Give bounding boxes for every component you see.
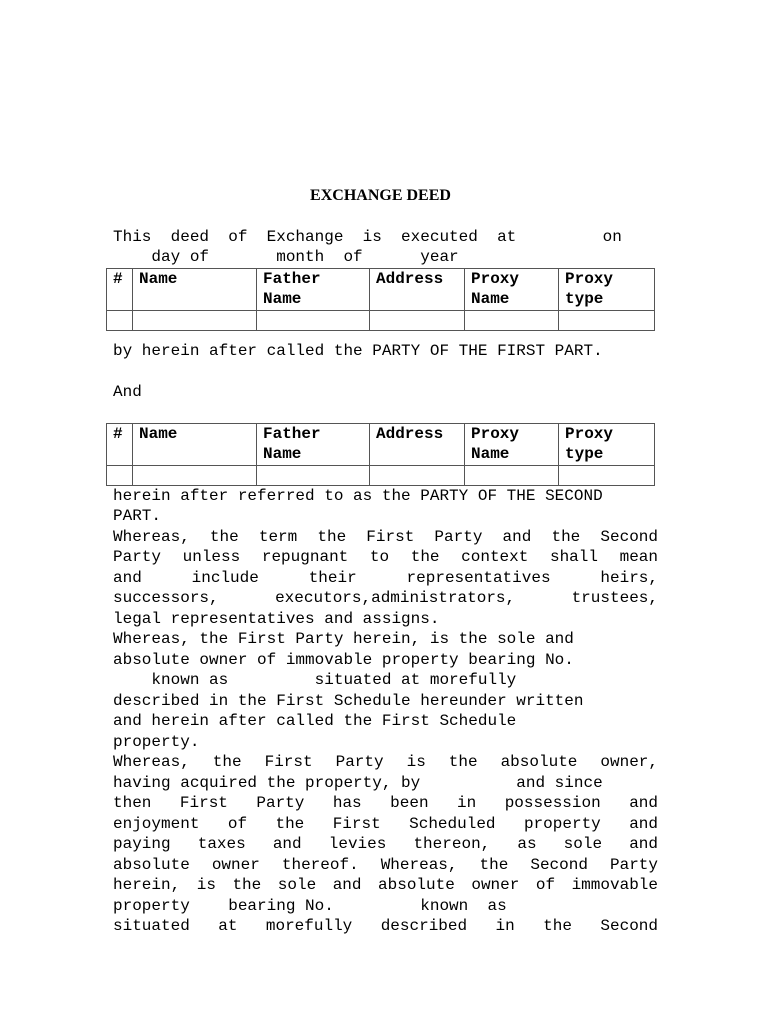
body-line: absolute owner thereof. Whereas, the Second Party [113, 855, 658, 874]
intro-line-1: This deed of Exchange is executed at on [113, 227, 622, 246]
header-address: Address [370, 268, 465, 310]
second-party-caption-1: herein after referred to as the PARTY OF THE SECOND [113, 486, 603, 505]
cell-father-name[interactable] [257, 310, 370, 330]
header-proxy-name: Proxy Name [465, 423, 559, 465]
cell-proxy-type[interactable] [559, 310, 655, 330]
intro-line-2: day of month of year [113, 248, 459, 266]
document-title: EXCHANGE DEED [310, 187, 451, 204]
header-proxy-name: Proxy Name [465, 268, 559, 310]
header-father-name: Father Name [257, 268, 370, 310]
document-page [113, 186, 658, 937]
body-line: described in the First Schedule hereunder written [113, 691, 584, 710]
table-header-row [107, 423, 655, 465]
body-line: Whereas, the First Party is the absolute owner, [113, 753, 658, 771]
spacer [113, 206, 658, 227]
spacer [113, 331, 658, 341]
first-party-caption: by herein after called the PARTY OF THE FIRST PART. [113, 341, 603, 360]
body-line: having acquired the property, by and since [113, 773, 603, 792]
table-row [107, 465, 655, 485]
spacer [113, 402, 658, 423]
cell-address[interactable] [370, 465, 465, 485]
cell-proxy-name[interactable] [465, 310, 559, 330]
header-name: Name [133, 268, 257, 310]
body-line: property. [113, 732, 200, 751]
second-party-table [106, 423, 655, 486]
cell-address[interactable] [370, 310, 465, 330]
body-line: and herein after called the First Schedule [113, 712, 517, 730]
body-line: herein, is the sole and absolute owner of immovable [113, 876, 658, 894]
cell-number[interactable] [107, 310, 133, 330]
table-header-row [107, 268, 655, 310]
cell-name[interactable] [133, 310, 257, 330]
cell-proxy-name[interactable] [465, 465, 559, 485]
body-line: paying taxes and levies thereon, as sole and [113, 835, 658, 853]
first-party-table [106, 268, 655, 331]
spacer [113, 361, 658, 382]
header-name: Name [133, 423, 257, 465]
second-party-caption-2: PART. [113, 507, 162, 525]
body-line: legal representatives and assigns. [113, 609, 440, 628]
body-line: known as situated at morefully [113, 671, 517, 689]
header-father-name: Father Name [257, 423, 370, 465]
body-line: enjoyment of the First Scheduled property and [113, 814, 658, 833]
cell-name[interactable] [133, 465, 257, 485]
header-proxy-type: Proxy type [559, 423, 655, 465]
body-line: Party unless repugnant to the context shall mean [113, 548, 658, 566]
header-address: Address [370, 423, 465, 465]
header-proxy-type: Proxy type [559, 268, 655, 310]
deed-body [113, 527, 658, 937]
body-line: Whereas, the term the First Party and the Second [113, 527, 658, 546]
header-number: # [107, 268, 133, 310]
body-line: and include their representatives heirs, [113, 568, 658, 587]
header-number: # [107, 423, 133, 465]
body-line: property bearing No. known as [113, 896, 507, 915]
table-row [107, 310, 655, 330]
body-line: successors, executors,administrators, trustees, [113, 589, 658, 607]
and-text: And [113, 382, 142, 401]
body-line: absolute owner of immovable property bearing No. [113, 650, 574, 669]
cell-proxy-type[interactable] [559, 465, 655, 485]
body-line: Whereas, the First Party herein, is the sole and [113, 630, 574, 648]
cell-father-name[interactable] [257, 465, 370, 485]
cell-number[interactable] [107, 465, 133, 485]
body-line: situated at morefully described in the Second [113, 917, 658, 935]
body-line: then First Party has been in possession and [113, 794, 658, 812]
